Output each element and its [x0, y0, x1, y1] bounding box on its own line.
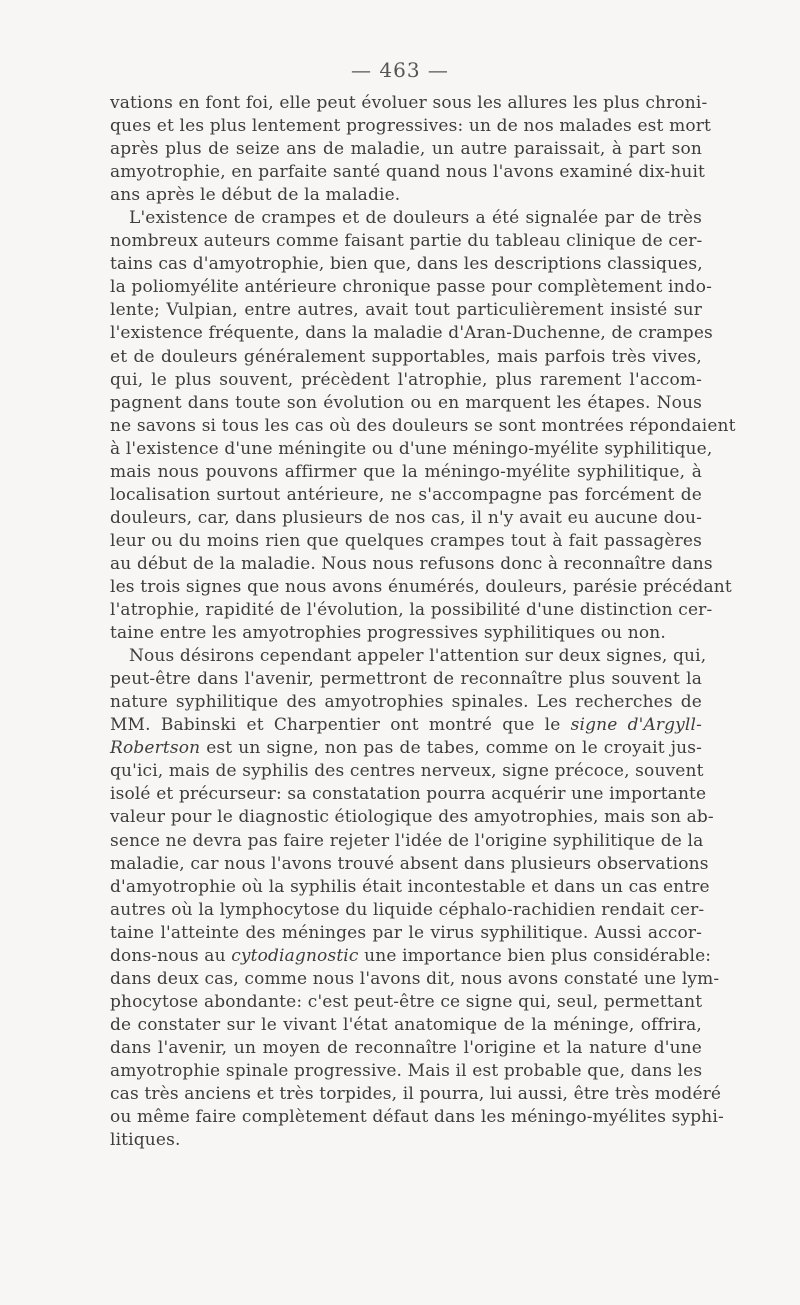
text-line: les trois signes que nous avons énumérés, douleurs, parésie précédant: [110, 576, 732, 597]
text-line: [110, 945, 712, 968]
text-line: sence ne devra pas faire rejeter l'idée de l'origine syphilitique de la: [110, 830, 704, 851]
text-line: tains cas d'amyotrophie, bien que, dans les descriptions classiques,: [110, 254, 703, 275]
text-line: amyotrophie, en parfaite santé quand nous l'avons examiné dix-huit: [110, 162, 706, 183]
text-line: qu'ici, mais de syphilis des centres nerveux, signe précoce, souvent: [110, 761, 704, 782]
text-line: qui, le plus souvent, précèdent l'atrophie, plus rarement l'accom-: [110, 369, 702, 390]
text-line: la poliomyélite antérieure chronique passe pour complètement indo-: [110, 277, 712, 298]
text-run: une importance bien plus considérable:: [358, 945, 712, 966]
text-line: ne savons si tous les cas où des douleurs se sont montrées répondaient: [110, 415, 736, 436]
italic-term: signe d'Argyll-: [570, 715, 703, 736]
text-run: est un signe, non pas de tabes, comme on le croyait jus-: [200, 738, 702, 759]
text-line: leur ou du moins rien que quelques crampes tout à fait passagères: [110, 530, 702, 551]
text-line: [110, 737, 702, 760]
text-line: mais nous pouvons affirmer que la méningo-myélite syphilitique, à: [110, 461, 702, 482]
italic-term: Robertson: [110, 738, 201, 759]
text-line: ou même faire complètement défaut dans les méningo-myélites syphi-: [110, 1107, 724, 1128]
text-line: de constater sur le vivant l'état anatomique de la méninge, offrira,: [110, 1014, 702, 1035]
text-line: nature syphilitique des amyotrophies spinales. Les recherches de: [110, 692, 702, 713]
page-number: — 463 —: [351, 58, 449, 82]
text-line: douleurs, car, dans plusieurs de nos cas, il n'y avait eu aucune dou-: [110, 507, 702, 528]
text-line: l'atrophie, rapidité de l'évolution, la possibilité d'une distinction cer-: [110, 600, 713, 621]
text-line: nombreux auteurs comme faisant partie du tableau clinique de cer-: [110, 231, 703, 252]
text-line: lente; Vulpian, entre autres, avait tout particulièrement insisté sur: [110, 300, 702, 321]
text-line: cas très anciens et très torpides, il pourra, lui aussi, être très modéré: [110, 1084, 722, 1105]
text-line: isolé et précurseur: sa constatation pourra acquérir une importante: [110, 784, 707, 805]
text-line: valeur pour le diagnostic étiologique des amyotrophies, mais son ab-: [110, 807, 714, 828]
text-line: amyotrophie spinale progressive. Mais il est probable que, dans les: [110, 1060, 703, 1081]
text-run: MM. Babinski et Charpentier ont montré que le: [110, 715, 571, 736]
text-line: à l'existence d'une méningite ou d'une méningo-myélite syphilitique,: [110, 438, 713, 459]
text-line: pagnent dans toute son évolution ou en marquent les étapes. Nous: [110, 392, 702, 413]
text-line: l'existence fréquente, dans la maladie d'Aran-Duchenne, de crampes: [110, 323, 713, 344]
text-line: [110, 714, 702, 737]
text-line: au début de la maladie. Nous nous refusons donc à reconnaître dans: [110, 553, 713, 574]
text-line: dans deux cas, comme nous l'avons dit, nous avons constaté une lym-: [110, 968, 720, 989]
text-line: et de douleurs généralement supportables, mais parfois très vives,: [110, 346, 702, 367]
text-run: dons-nous au: [110, 945, 232, 966]
text-line: maladie, car nous l'avons trouvé absent dans plusieurs observations: [110, 853, 709, 874]
text-line: localisation surtout antérieure, ne s'accompagne pas forcément de: [110, 484, 702, 505]
text-line: vations en font foi, elle peut évoluer sous les allures les plus chroni-: [110, 93, 708, 113]
body-text: [110, 92, 736, 1152]
text-line: ans après le début de la maladie.: [110, 185, 401, 206]
text-line: d'amyotrophie où la syphilis était incontestable et dans un cas entre: [110, 876, 710, 897]
text-line: dans l'avenir, un moyen de reconnaître l'origine et la nature d'une: [110, 1037, 702, 1058]
text-line: autres où la lymphocytose du liquide céphalo-rachidien rendait cer-: [110, 899, 705, 920]
text-line: Nous désirons cependant appeler l'attention sur deux signes, qui,: [129, 646, 707, 667]
italic-term: cytodiagnostic: [231, 945, 359, 966]
text-line: peut-être dans l'avenir, permettront de reconnaître plus souvent la: [110, 669, 702, 690]
text-line: taine entre les amyotrophies progressives syphilitiques ou non.: [110, 623, 666, 644]
text-line: après plus de seize ans de maladie, un autre paraissait, à part son: [110, 139, 702, 160]
text-line: taine l'atteinte des méninges par le virus syphilitique. Aussi accor-: [110, 922, 702, 943]
text-line: L'existence de crampes et de douleurs a été signalée par de très: [129, 208, 702, 229]
text-line: litiques.: [110, 1130, 181, 1151]
text-line: phocytose abondante: c'est peut-être ce signe qui, seul, permettant: [110, 991, 703, 1012]
text-line: ques et les plus lentement progressives: un de nos malades est mort: [110, 116, 711, 137]
